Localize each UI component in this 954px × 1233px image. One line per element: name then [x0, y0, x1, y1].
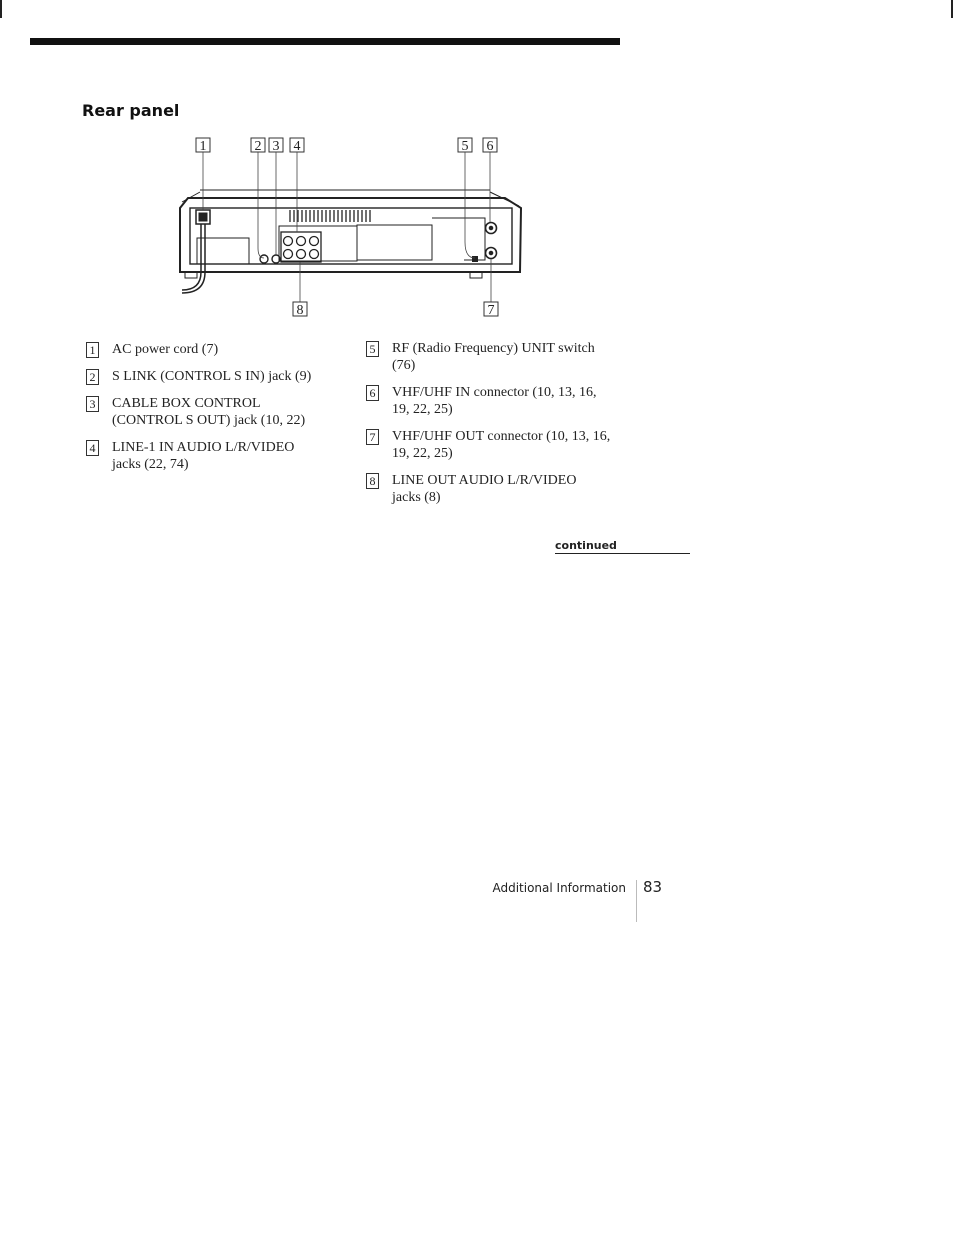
page-number: 83: [643, 878, 663, 896]
svg-text:5: 5: [461, 139, 469, 154]
ac-power-cord-icon: [182, 210, 210, 293]
leader-lines: [203, 152, 491, 302]
svg-text:4: 4: [293, 139, 301, 154]
item-number: 8: [366, 473, 379, 489]
vcr-body: [180, 190, 521, 278]
svg-text:7: 7: [487, 303, 495, 318]
section-title: Rear panel: [82, 101, 180, 120]
callout-5: [458, 138, 472, 154]
callout-3: [269, 138, 283, 154]
item-number: 2: [86, 369, 99, 385]
legend-right-column: [366, 340, 626, 516]
item-number: 4: [86, 440, 99, 456]
item-number: 7: [366, 429, 379, 445]
header-rule: [30, 38, 620, 45]
continued-label: continued: [555, 539, 690, 554]
callout-7: [484, 302, 498, 318]
callout-4: [290, 138, 304, 154]
legend-item: [366, 340, 626, 374]
callout-8: [293, 302, 307, 318]
vcr-rear-panel-diagram: [170, 130, 530, 320]
item-description: VHF/UHF IN connector (10, 13, 16, 19, 22, 25): [392, 385, 597, 417]
svg-text:1: 1: [199, 139, 207, 154]
vhf-uhf-connector-icons: [486, 223, 497, 259]
callout-2: [251, 138, 265, 154]
callout-1: [196, 138, 210, 154]
legend-item: [86, 368, 336, 385]
legend-item: [86, 395, 336, 429]
crop-mark-right: [951, 0, 953, 18]
item-description: AC power cord (7): [112, 342, 219, 357]
av-jack-block: [281, 232, 321, 262]
footer-section-name: Additional Information: [492, 881, 626, 895]
legend-item: [366, 472, 626, 506]
item-number: 5: [366, 341, 379, 357]
callout-6: [483, 138, 497, 154]
item-description: LINE OUT AUDIO L/R/VIDEO jacks (8): [392, 473, 577, 505]
item-description: S LINK (CONTROL S IN) jack (9): [112, 369, 312, 384]
svg-text:3: 3: [272, 139, 280, 154]
item-number: 6: [366, 385, 379, 401]
legend-item: [366, 428, 626, 462]
item-description: VHF/UHF OUT connector (10, 13, 16, 19, 22, 25): [392, 429, 611, 461]
item-number: 1: [86, 342, 99, 358]
svg-text:2: 2: [254, 139, 262, 154]
rf-switch-icon: [472, 256, 478, 262]
crop-mark-left: [0, 0, 2, 18]
s-link-jack-icons: [260, 255, 280, 263]
legend-left-column: [86, 341, 336, 483]
item-number: 3: [86, 396, 99, 412]
vent-slots: [290, 210, 370, 222]
item-description: CABLE BOX CONTROL (CONTROL S OUT) jack (10, 22): [112, 396, 306, 428]
legend-item: [366, 384, 626, 418]
svg-text:6: 6: [486, 139, 494, 154]
footer-divider: [636, 880, 637, 922]
item-description: LINE-1 IN AUDIO L/R/VIDEO jacks (22, 74): [112, 440, 295, 472]
svg-text:8: 8: [296, 303, 304, 318]
item-description: RF (Radio Frequency) UNIT switch (76): [392, 341, 595, 373]
legend-item: [86, 341, 336, 358]
legend-item: [86, 439, 336, 473]
